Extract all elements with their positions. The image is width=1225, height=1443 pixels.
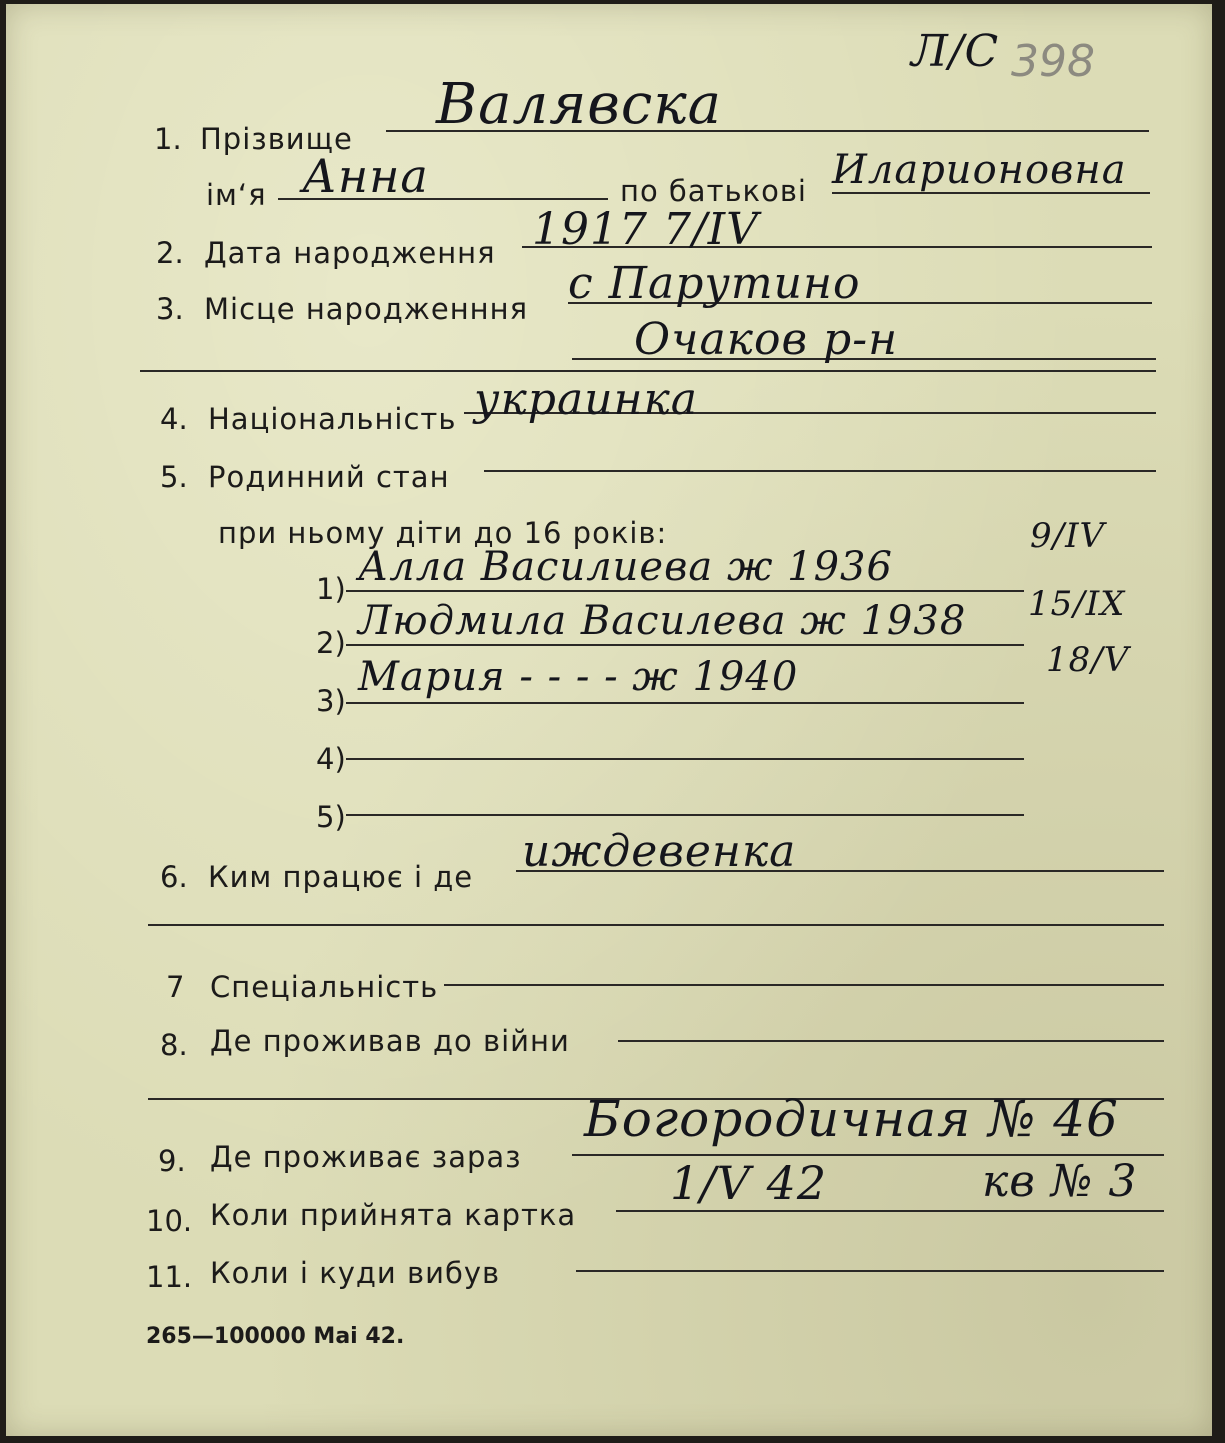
surname-label: Прізвище [200,122,353,156]
field-6-number: 6. [160,860,188,894]
child-1-number: 1) [316,572,346,606]
field-5-number: 5. [160,460,188,494]
field-7-number: 7 [166,970,185,1004]
name-label: ім‘я [206,178,267,212]
birth-place-line-3 [140,370,1156,372]
apartment-value: кв № 3 [982,1156,1138,1207]
field-11-number: 11. [146,1260,193,1294]
child-4-line [346,758,1024,760]
work-label: Ким працює і де [208,860,474,894]
child-2-value: Людмила Василева ж 1938 [358,598,967,644]
specialty-label: Спеціальність [210,970,439,1004]
child-2-line [346,644,1024,646]
field-10-number: 10. [146,1204,193,1238]
family-status-label: Родинний стан [208,460,450,494]
field-8-number: 8. [160,1028,188,1062]
departure-line [576,1270,1164,1272]
current-residence-label: Де проживає зараз [210,1140,522,1174]
work-line-2 [148,924,1164,926]
field-1-number: 1. [154,122,182,156]
children-label: при ньому діти до 16 років: [218,516,668,550]
child-5-number: 5) [316,800,346,834]
child-3-number: 3) [316,684,346,718]
child-3-value: Мария - - - - ж 1940 [358,654,799,700]
child-5-line [346,814,1024,816]
departure-label: Коли і куди вибув [210,1256,501,1290]
field-3-number: 3. [156,292,184,326]
archive-stamp-number: 398 [1011,36,1095,87]
field-4-number: 4. [160,402,188,436]
child-3-line [346,702,1024,704]
child-2-date: 15/IX [1028,584,1126,624]
child-1-line [346,590,1024,592]
child-1-value: Алла Василиева ж 1936 [358,544,893,590]
birth-date-label: Дата народження [204,236,496,270]
specialty-line [444,984,1164,986]
patronymic-value: Иларионовна [832,147,1127,193]
nationality-label: Національність [208,402,457,436]
nationality-value: украинка [474,374,699,425]
work-value: иждевенка [522,826,797,877]
birth-place-value-2: Очаков р-н [634,314,899,365]
child-4-number: 4) [316,742,346,776]
card-accepted-label: Коли прийнята картка [210,1198,577,1232]
birth-date-value: 1917 7/IV [532,204,759,255]
registration-card [6,4,1212,1436]
patronymic-label: по батькові [620,174,807,208]
current-residence-value: Богородичная № 46 [584,1090,1119,1148]
card-accepted-line [616,1210,1164,1212]
prewar-line [618,1040,1164,1042]
child-1-date: 9/IV [1030,516,1106,556]
child-3-date: 18/V [1046,640,1130,680]
family-status-line [484,470,1156,472]
field-2-number: 2. [156,236,184,270]
surname-value: Валявска [436,72,723,137]
archive-prefix: Л/С [911,26,1000,77]
name-value: Анна [302,149,429,203]
prewar-label: Де проживав до війни [210,1024,570,1058]
print-mark: 265—100000 Mai 42. [146,1324,405,1349]
field-9-number: 9. [158,1144,186,1178]
birth-place-value: с Парутино [568,258,861,309]
card-accepted-value: 1/V 42 [670,1156,828,1210]
birth-place-label: Місце народженння [204,292,529,326]
child-2-number: 2) [316,626,346,660]
